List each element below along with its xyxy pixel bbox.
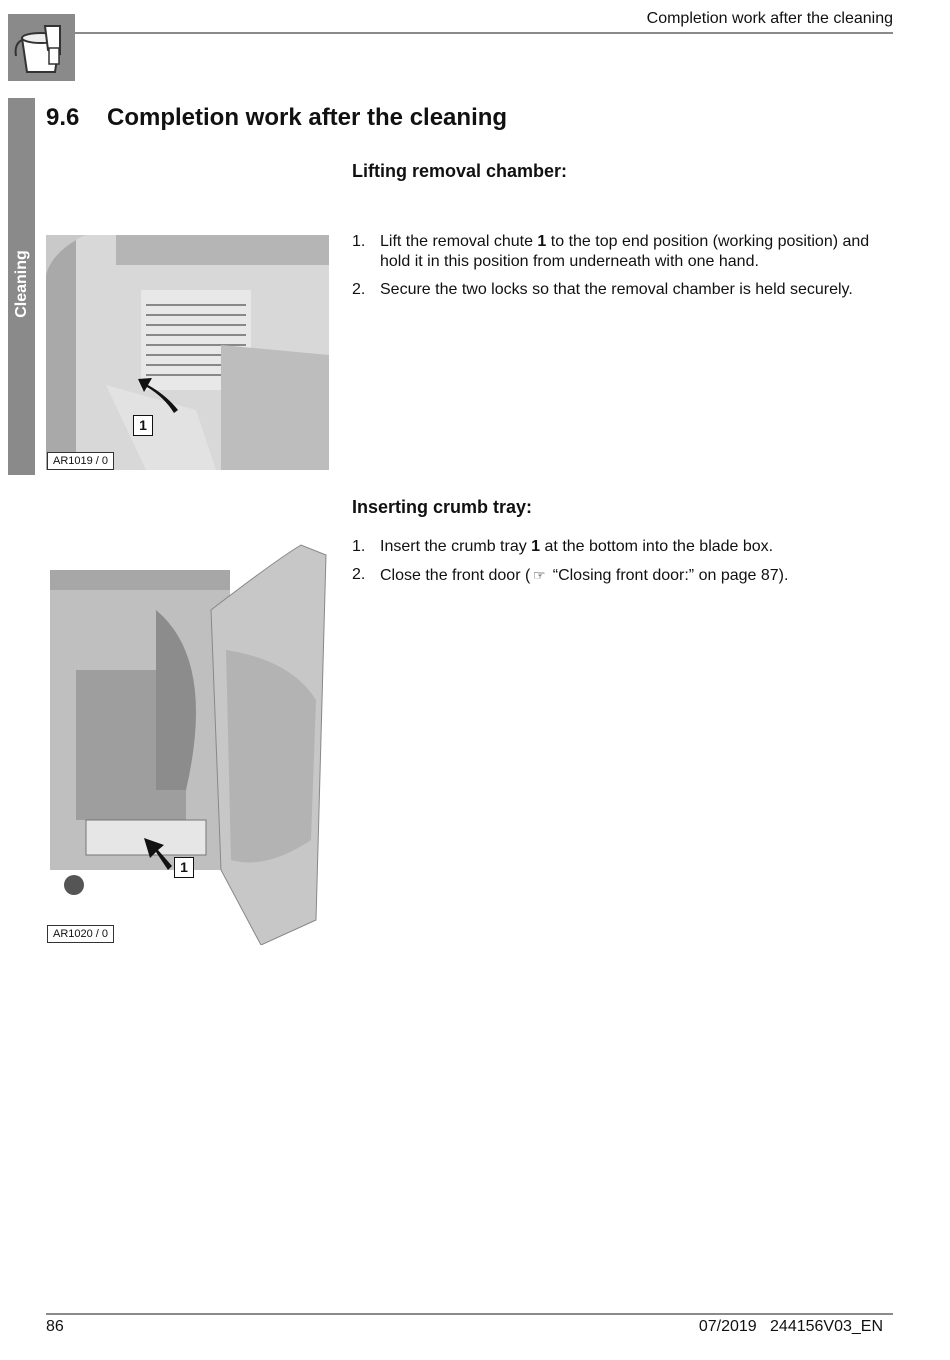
callout-1: 1 [133, 415, 153, 436]
figure-label: AR1019 / 0 [47, 452, 114, 470]
step-ref-number: 1 [537, 233, 547, 250]
side-tab [8, 98, 35, 475]
section-title: Completion work after the cleaning [107, 104, 508, 131]
step-text: Lift the removal chute [380, 233, 538, 250]
subheading-inserting-crumb-tray: Inserting crumb tray: [352, 497, 533, 517]
side-tab-label: Cleaning [12, 250, 30, 318]
step-ref-number: 1 [531, 538, 541, 555]
list-item [352, 537, 897, 557]
step-text: at the bottom into the blade box. [540, 538, 774, 555]
photo-crumb-tray [46, 540, 329, 945]
steps-list [352, 537, 897, 594]
document-id: 07/2019 244156V03_EN [698, 1318, 883, 1335]
section-number: 9.6 [46, 104, 80, 131]
footer-rule [46, 1313, 893, 1315]
page-number: 86 [46, 1318, 64, 1335]
header-title: Completion work after the cleaning [646, 10, 893, 27]
list-item [352, 232, 897, 272]
step-number: 1. [352, 538, 366, 555]
pointing-hand-icon: ☞ [533, 567, 546, 583]
step-number: 2. [352, 566, 366, 583]
step-text: to the top end position (working position) and hold it in this position from underneath with one hand. [380, 233, 870, 270]
header-rule [75, 32, 893, 34]
figure-label: AR1020 / 0 [47, 925, 114, 943]
step-text: Secure the two locks so that the removal chamber is held securely. [380, 281, 853, 298]
list-item [352, 280, 897, 300]
steps-list [352, 232, 897, 308]
callout-1: 1 [174, 857, 194, 878]
cross-reference-link[interactable]: “Closing front door:” on page 87). [548, 567, 789, 584]
subheading-lifting-removal-chamber: Lifting removal chamber: [352, 161, 568, 181]
step-text: Close the front door ( [380, 567, 531, 584]
step-number: 2. [352, 281, 366, 298]
cleaning-bucket-icon [8, 14, 75, 81]
photo-removal-chamber [46, 235, 329, 470]
step-text: Insert the crumb tray [380, 538, 532, 555]
list-item [352, 565, 897, 586]
step-number: 1. [352, 233, 366, 250]
